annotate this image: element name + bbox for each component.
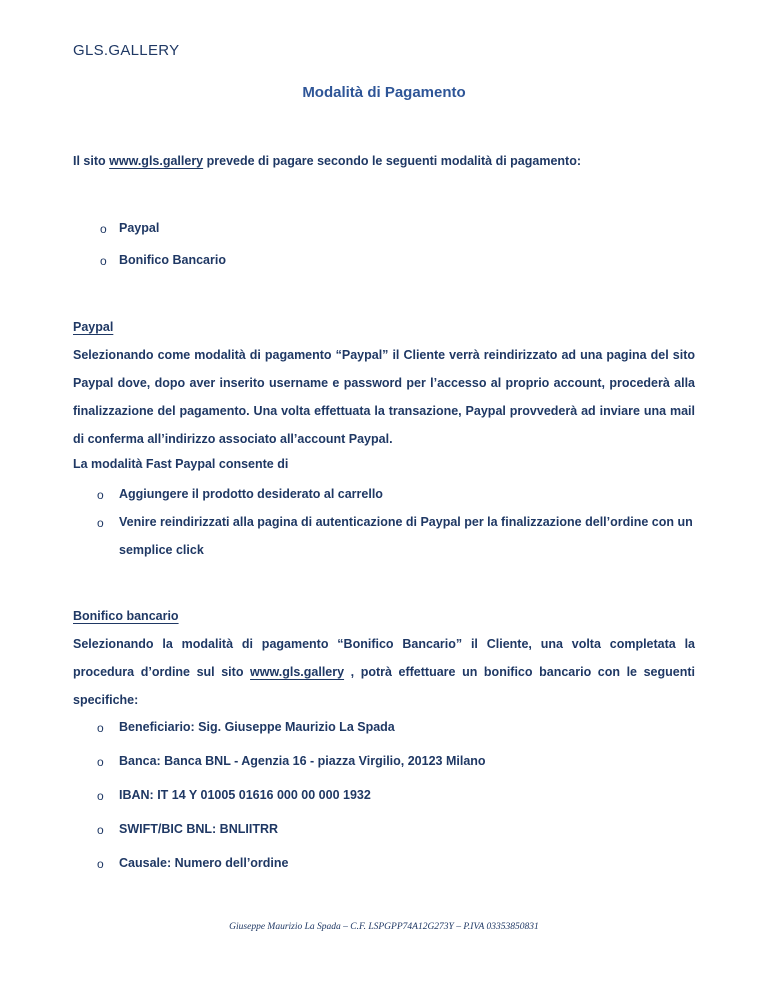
- bank-detail-item: IBAN: IT 14 Y 01005 01616 000 00 000 1932: [119, 788, 371, 802]
- bullet-icon: o: [97, 857, 104, 871]
- bonifico-text-after: , potrà effettuare un bonifico bancario con le seguenti specifiche:: [73, 665, 695, 707]
- bullet-icon: o: [100, 222, 107, 236]
- fast-paypal-intro: La modalità Fast Paypal consente di: [73, 457, 289, 471]
- page-footer: Giuseppe Maurizio La Spada – C.F. LSPGPP74A12G273Y – P.IVA 03353850831: [229, 922, 539, 932]
- bank-detail-item: Beneficiario: Sig. Giuseppe Maurizio La Spada: [119, 720, 395, 734]
- bullet-icon: o: [97, 755, 104, 769]
- fast-item: Venire reindirizzati alla pagina di autenticazione di Paypal per la finalizzazione dell’ordine con un semplice click: [119, 515, 693, 557]
- intro-text-after: prevede di pagare secondo le seguenti modalità di pagamento:: [203, 154, 582, 168]
- site-link[interactable]: www.gls.gallery: [109, 154, 204, 168]
- intro-paragraph: [73, 147, 695, 175]
- bank-detail-item: Causale: Numero dell’ordine: [119, 856, 289, 870]
- intro-text-before: Il sito: [73, 154, 110, 168]
- fast-item: Aggiungere il prodotto desiderato al carrello: [119, 487, 383, 501]
- method-item: Bonifico Bancario: [119, 253, 226, 267]
- bullet-icon: o: [97, 721, 104, 735]
- bullet-icon: o: [97, 789, 104, 803]
- bank-detail-item: Banca: Banca BNL - Agenzia 16 - piazza Virgilio, 20123 Milano: [119, 754, 486, 768]
- page-title: Modalità di Pagamento: [302, 84, 466, 101]
- bullet-icon: o: [97, 488, 104, 502]
- site-link[interactable]: www.gls.gallery: [250, 665, 345, 679]
- bonifico-paragraph: [73, 630, 695, 714]
- bullet-icon: o: [100, 254, 107, 268]
- site-header: GLS.GALLERY: [73, 42, 180, 59]
- bank-detail-item: SWIFT/BIC BNL: BNLIITRR: [119, 822, 279, 836]
- paypal-heading: Paypal: [73, 320, 114, 334]
- bonifico-heading: Bonifico bancario: [73, 609, 179, 623]
- method-item: Paypal: [119, 221, 160, 235]
- bullet-icon: o: [97, 516, 104, 530]
- paypal-paragraph: Selezionando come modalità di pagamento “Paypal” il Cliente verrà reindirizzato ad una pagina del sito Paypal dove, dopo aver inserito username e password per l’accesso al proprio account, procederà alla finalizzazione del pagamento. Una volta effettuata la transazione, Paypal provvederà ad inviare una mail di conferma all’indirizzo associato all’account Paypal.: [73, 348, 695, 446]
- bonifico-text-before: Selezionando la modalità di pagamento “Bonifico Bancario” il Cliente, una volta completata la procedura d’ordine sul sito: [73, 637, 695, 679]
- bullet-icon: o: [97, 823, 104, 837]
